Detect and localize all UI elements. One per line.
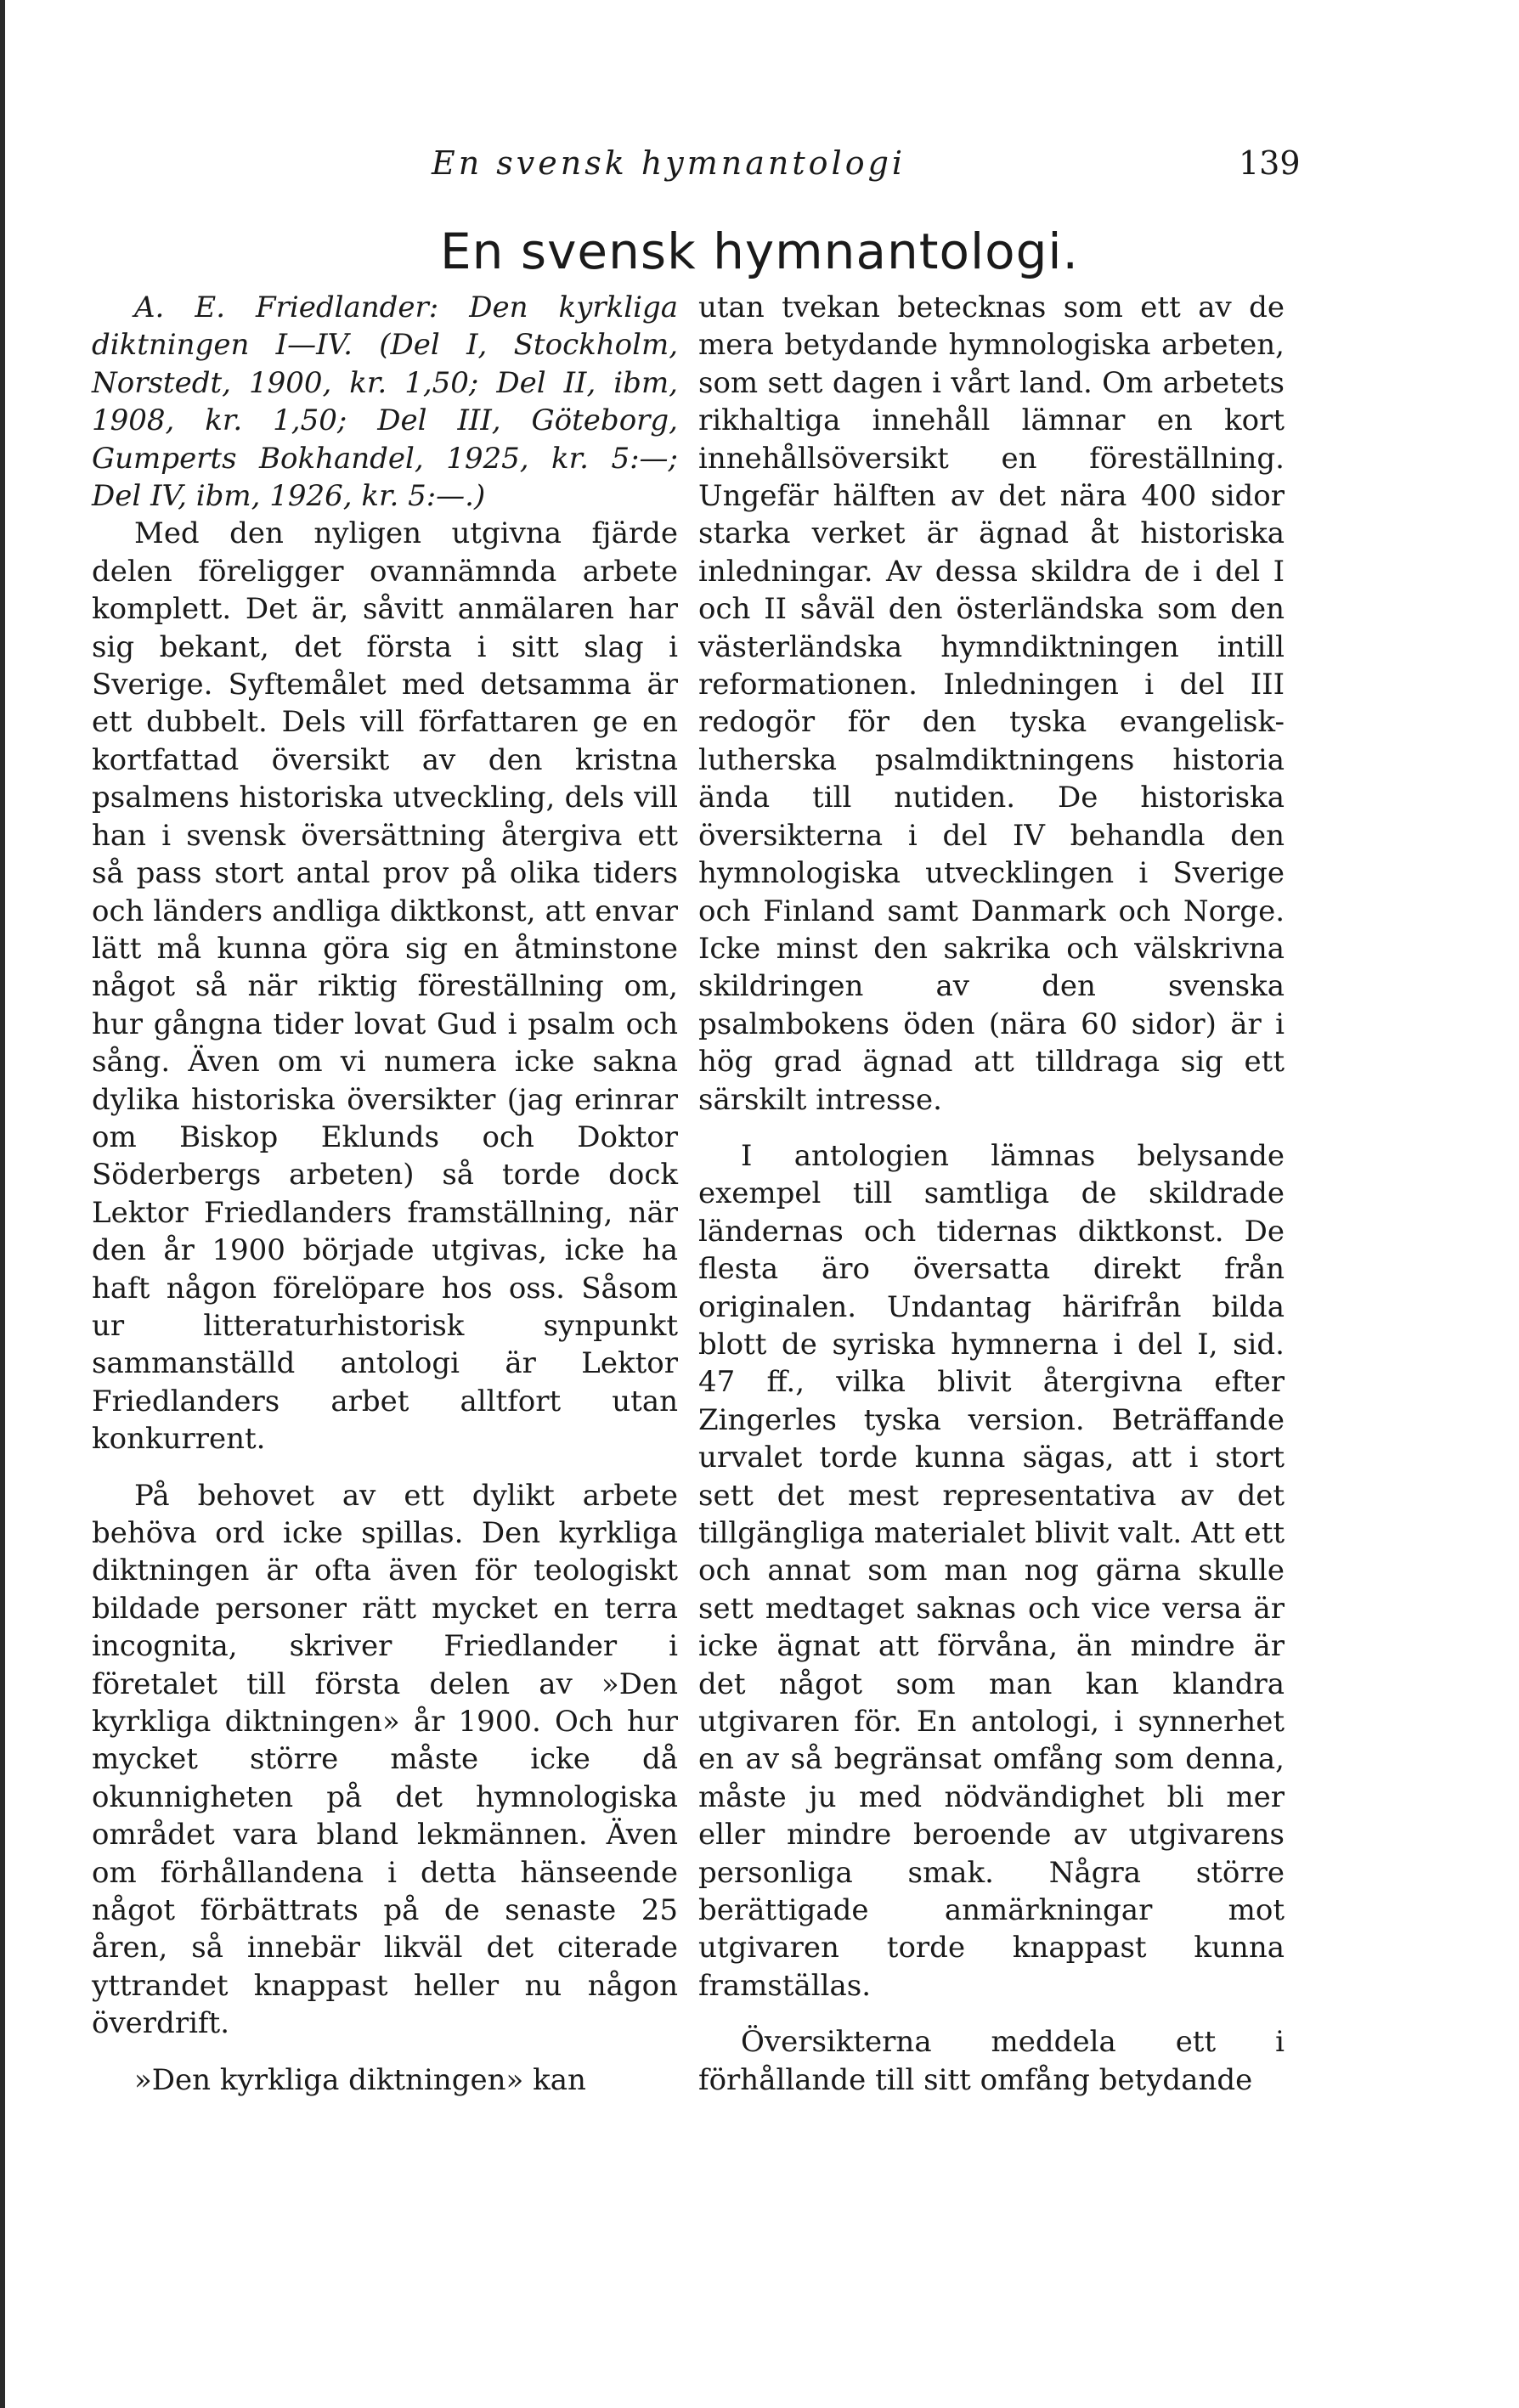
left-column — [92, 289, 678, 2099]
page-number: 139 — [1239, 144, 1301, 182]
scan-edge — [0, 0, 5, 2408]
paragraph: I antologien lämnas belysande exempel till samtliga de skildrade ländernas och tidernas diktkonst. De flesta äro översatta direkt från originalen. Undantag härifrån bilda blott de syriska hymnerna i del I, sid. 47 ff., vilka blivit återgivna efter Zingerles tyska version. Beträffande urvalet torde kunna sägas, att i stort sett det mest representativa av det tillgängliga materialet blivit valt. Att ett och annat som man nog gärna skulle sett medtaget saknas och vice versa är icke ägnat att förvåna, än mindre är det något som man kan klandra utgivaren för. En antologi, i synnerhet en av så begränsat omfång som denna, måste ju med nödvändighet bli mer eller mindre beroende av utgivarens personliga smak. Några större berättigade anmärkningar mot utgivaren torde knappast kunna framställas. — [698, 1138, 1285, 2003]
paragraph: På behovet av ett dylikt arbete behöva ord icke spillas. Den kyrkliga diktningen är ofta även för teologiskt bildade personer rätt mycket en terra incognita, skriver Friedlander i företalet till första delen av »Den kyrkliga diktningen» år 1900. Och hur mycket större måste icke då okunnigheten på det hymnologiska området vara bland lekmännen. Även om förhållandena i detta hänseende något förbättrats på de senaste 25 åren, så innebär likväl det citerade yttrandet knappast heller nu någon överdrift. — [92, 1478, 678, 2041]
paragraph: Översikterna meddela ett i förhållande till sitt omfång betydande — [698, 2025, 1285, 2097]
citation: A. E. Friedlander: Den kyrkliga diktningen I—IV. (Del I, Stockholm, Norstedt, 1900, kr. 1,50; Del II, ibm, 1908, kr. 1,50; Del III, Göteborg, Gumperts Bokhandel, 1925, kr. 5:—; Del IV, ibm, 1926, kr. 5:—.) — [92, 290, 678, 514]
paragraph: utan tvekan betecknas som ett av de mera betydande hymnologiska arbeten, som sett dagen i vårt land. Om arbetets rikhaltiga innehåll lämnar en kort innehållsöversikt en föreställning. Ungefär hälften av det nära 400 sidor starka verket är ägnad åt historiska inledningar. Av dessa skildra de i del I och II såväl den österländska som den västerländska hymndiktningen intill reformationen. Inledningen i del III redogör för den tyska evangelisk-lutherska psalmdiktningens historia ända till nutiden. De historiska översikterna i del IV behandla den hymnologiska utvecklingen i Sverige och Finland samt Danmark och Norge. Icke minst den sakrika och välskrivna skildringen av den svenska psalmbokens öden (nära 60 sidor) är i hög grad ägnad att tilldraga sig ett särskilt intresse. — [698, 290, 1285, 1117]
paragraph: Med den nyligen utgivna fjärde delen föreligger ovannämnda arbete komplett. Det är, såvitt anmälaren har sig bekant, det första i sitt slag i Sverige. Syftemålet med detsamma är ett dubbelt. Dels vill författaren ge en kortfattad översikt av den kristna psalmens historiska utveckling, dels vill han i svensk översättning återgiva ett så pass stort antal prov på olika tiders och länders andliga diktkonst, att envar lätt må kunna göra sig en åtminstone något så när riktig föreställning om, hur gångna tider lovat Gud i psalm och sång. Även om vi numera icke sakna dylika historiska översikter (jag erinrar om Biskop Eklunds och Doktor Söderbergs arbeten) så torde dock Lektor Friedlanders framställning, när den år 1900 började utgivas, icke ha haft någon förelöpare hos oss. Såsom ur litteraturhistorisk synpunkt sammanställd antologi är Lektor Friedlanders arbet alltfort utan konkurrent. — [92, 516, 678, 1457]
right-column — [698, 289, 1285, 2099]
article-title: En svensk hymnantologi. — [440, 223, 1079, 280]
running-title: En svensk hymnantologi — [432, 144, 906, 182]
paragraph: »Den kyrkliga diktningen» kan — [134, 2062, 586, 2097]
